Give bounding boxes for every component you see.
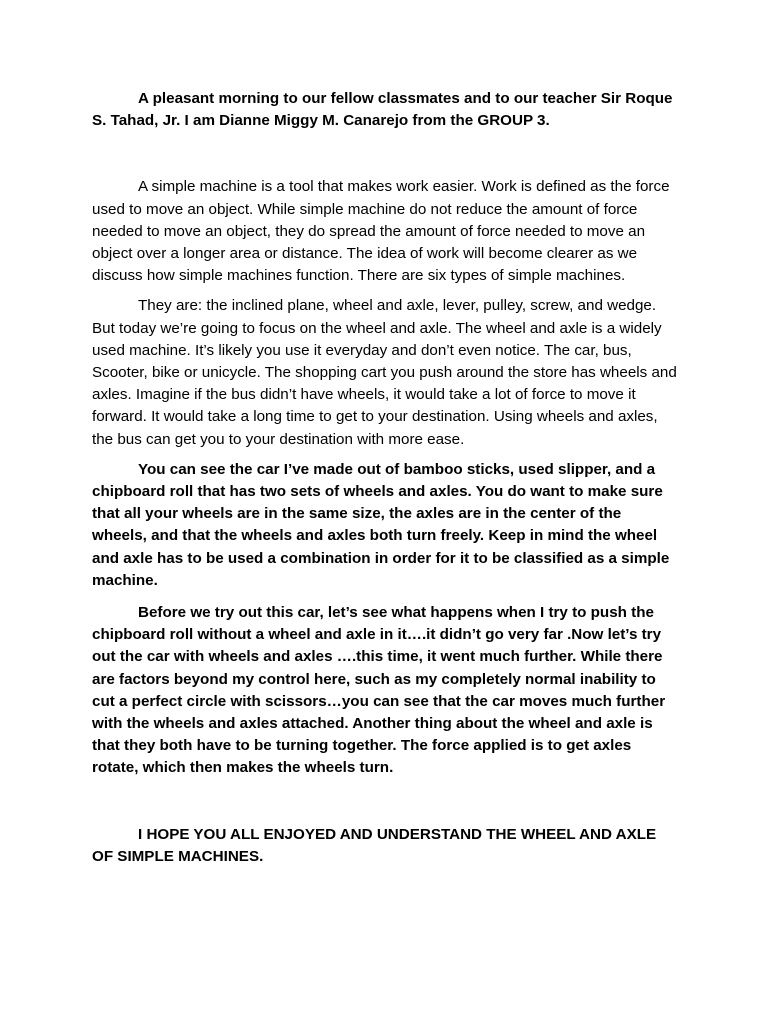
body-paragraph-simple-machine: A simple machine is a tool that makes work easier. Work is defined as the force used to move an object. While simple machine do not reduce the amount of force needed to move an object, they do spread the amount of force needed to move an object over a longer area or distance. The idea of work will become clearer as we discuss how simple machines function. There are six types of simple machines. [92, 178, 670, 285]
document-page [92, 88, 678, 868]
body-paragraph-car-model: You can see the car I’ve made out of bamboo sticks, used slipper, and a chipboard roll that has two sets of wheels and axles. You do want to make sure that all your wheels are in the same size, the axles are in the center of the wheels, and that the wheels and axles both turn freely. Keep in mind the wheel and axle has to be used a combination in order for it to be classified as a simple machine. [92, 460, 670, 589]
body-paragraph-demonstration: Before we try out this car, let’s see what happens when I try to push the chipboard roll without a wheel and axle in it….it didn’t go very far .Now let’s try out the car with wheels and axles ….this time, it went much further. While there are factors beyond my control here, such as my completely normal inability to cut a perfect circle with scissors…you can see that the car moves much further with the wheels and axles attached. Another thing about the wheel and axle is that they both have to be turning together. The force applied is to get axles rotate, which then makes the wheels turn. [92, 604, 666, 777]
body-paragraph-types: They are: the inclined plane, wheel and axle, lever, pulley, screw, and wedge. But today we’re going to focus on the wheel and axle. The wheel and axle is a widely used machine. It’s likely you use it everyday and don’t even notice. The car, bus, Scooter, bike or unicycle. The shopping cart you push around the store has wheels and axles. Imagine if the bus didn’t have wheels, it would take a lot of force to move it forward. It would take a long time to get to your destination. Using wheels and axles, the bus can get you to your destination with more ease. [92, 297, 677, 448]
greeting-paragraph: A pleasant morning to our fellow classmates and to our teacher Sir Roque S. Tahad, Jr. I am Dianne Miggy M. Canarejo from the GROUP 3. [92, 90, 673, 130]
closing-paragraph: I HOPE YOU ALL ENJOYED AND UNDERSTAND THE WHEEL AND AXLE OF SIMPLE MACHINES. [92, 825, 657, 865]
